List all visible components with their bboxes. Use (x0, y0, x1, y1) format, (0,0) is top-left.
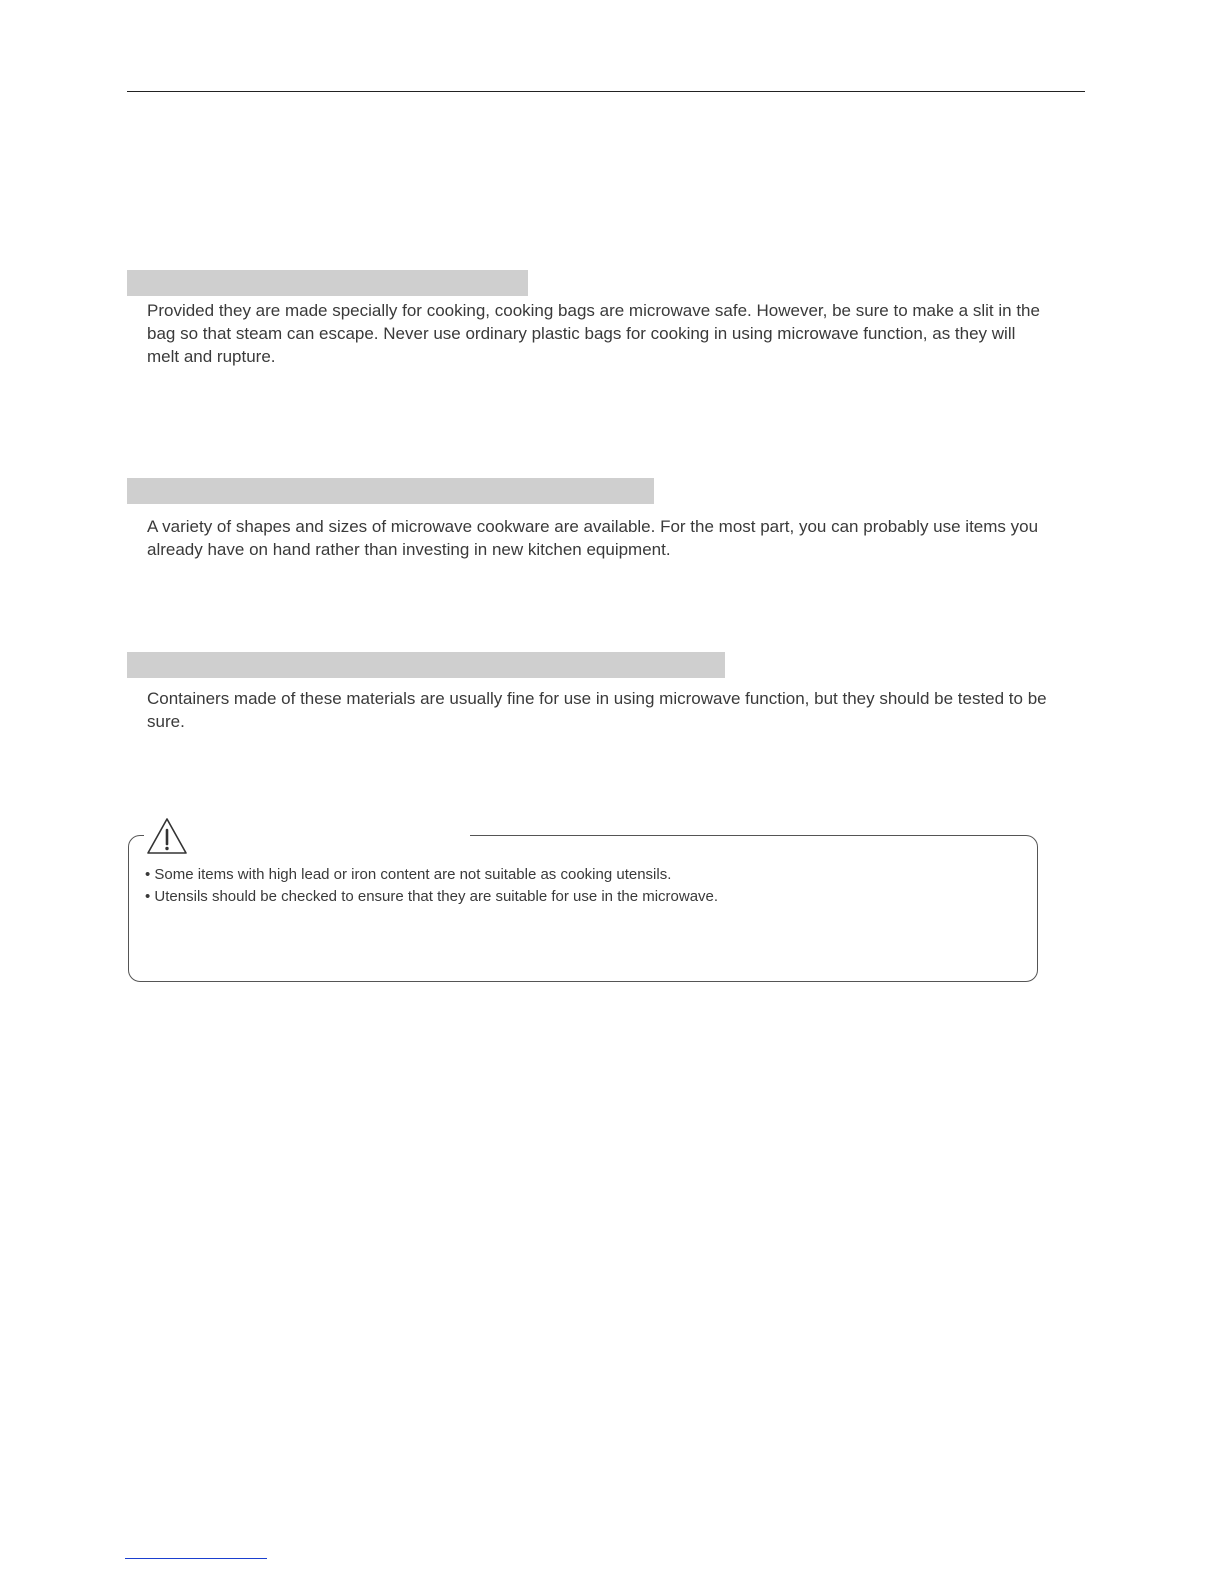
section-1-heading-bar (127, 270, 528, 296)
caution-header-gap (144, 826, 470, 840)
caution-box (128, 835, 1038, 982)
section-2-text: A variety of shapes and sizes of microwave cookware are available. For the most part, you can probably use items you already have on hand rather than investing in new kitchen equipment. (147, 517, 1039, 559)
warning-triangle-icon (145, 816, 189, 856)
caution-item: • Utensils should be checked to ensure that they are suitable for use in the microwave. (145, 886, 1025, 908)
section-1-text: Provided they are made specially for cooking, cooking bags are microwave safe. However, be sure to make a slit in the bag so that steam can escape. Never use ordinary plastic bags for cooking in using microwave function, as they will melt and rupture. (147, 301, 1040, 366)
caution-list (145, 864, 1025, 908)
caution-item: • Some items with high lead or iron content are not suitable as cooking utensils. (145, 864, 1025, 886)
section-3-text: Containers made of these materials are usually fine for use in using microwave function, but they should be tested to be sure. (147, 689, 1047, 731)
header-rule (127, 91, 1085, 92)
footer-link-underline (125, 1558, 267, 1559)
section-2-heading-bar (127, 478, 654, 504)
section-3-heading-bar (127, 652, 725, 678)
